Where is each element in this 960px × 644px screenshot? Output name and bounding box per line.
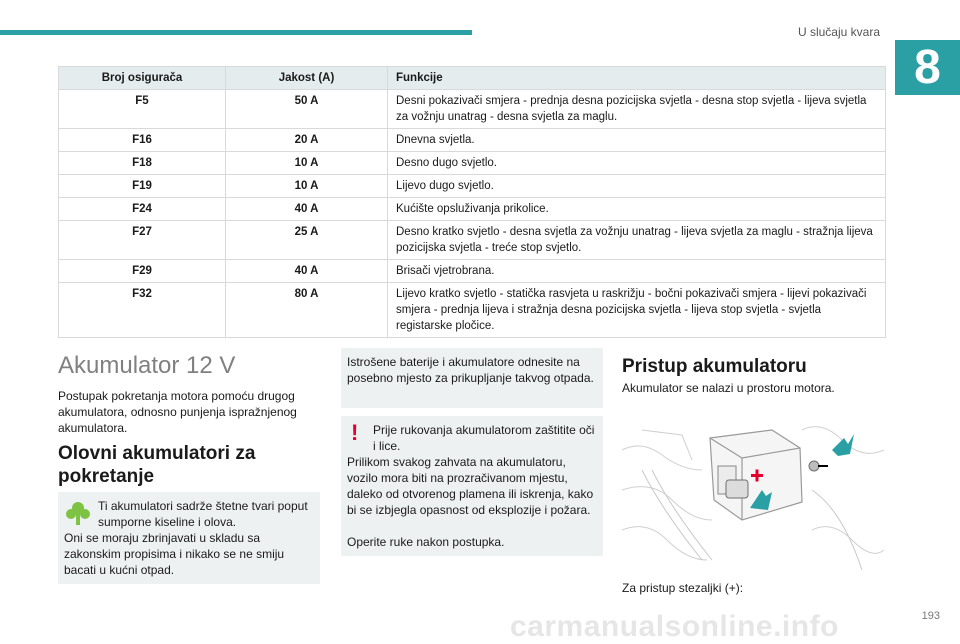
warning-rest: Prilikom svakog zahvata na akumulatoru, vozilo mora biti na prozračivanom mjestu, daleko od otvorenog plamena ili iskrenja, kako bi se izbjegla opasnost od eksplozije i požara. [347,455,594,517]
recycle-note-first: Ti akumulatori sadrže štetne tvari poput sumporne kiseline i olova. [98,499,308,529]
watermark: carmanualsonline.info [510,610,839,643]
recycle-icon [66,500,90,531]
table-row [59,260,886,283]
subheading-battery-access: Pristup akumulatoru [622,356,807,377]
fuse-amperage-cell: 25 A [226,221,388,260]
header-accent-bar [0,30,472,35]
fuse-number-cell: F5 [59,90,226,129]
fuse-amperage-cell: 40 A [226,198,388,221]
warning-first: Prije rukovanja akumulatorom zaštitite oči i lice. [373,423,595,453]
fuse-function-cell: Desno dugo svjetlo. [388,152,886,175]
subheading-lead-acid: Olovni akumulatori za pokretanje [58,443,256,487]
fuse-number-cell: F19 [59,175,226,198]
fuse-number-cell: F32 [59,283,226,338]
fuse-function-cell: Lijevo kratko svjetlo - statička rasvjeta u raskrižju - bočni pokazivači smjera - lijevi pokazivači smjera - prednja lijeva i stražnja desna pozicijska svjetla - lijeva stop svjetla - svjetla registarske pločice. [388,283,886,338]
engine-bay-illustration [622,410,884,570]
warning-exclamation-icon: ! [351,420,359,445]
fuse-amperage-cell: 10 A [226,152,388,175]
fuse-function-cell: Lijevo dugo svjetlo. [388,175,886,198]
warning-last: Operite ruke nakon postupka. [347,535,505,549]
table-row [59,129,886,152]
table-row [59,283,886,338]
fuse-number-cell: F29 [59,260,226,283]
table-row [59,90,886,129]
fuse-amperage-cell: 50 A [226,90,388,129]
recycle-note-rest: Oni se moraju zbrinjavati u skladu sa zakonskim propisima i nikako se ne smiju bacati u kućni otpad. [64,531,285,577]
disposal-note-text: Istrošene baterije i akumulatore odnesite na posebno mjesto za prikupljanje takvog otpada. [347,355,594,385]
table-header-row [59,67,886,90]
recycle-note-box [58,492,320,584]
page-number: 193 [921,610,940,622]
fuse-function-cell: Brisači vjetrobrana. [388,260,886,283]
fuse-amperage-cell: 80 A [226,283,388,338]
section-heading-battery: Akumulator 12 V [58,352,236,379]
fuse-function-cell: Desni pokazivači smjera - prednja desna pozicijska svjetla - desna stop svjetla - lijeva svjetla za vožnju unatrag - desna svjetla za maglu. [388,90,886,129]
warning-note-box [341,416,603,556]
table-row [59,221,886,260]
fuse-function-cell: Kućište opsluživanja prikolice. [388,198,886,221]
table-header-cell: Funkcije [388,67,886,90]
fuse-number-cell: F16 [59,129,226,152]
fuse-number-cell: F24 [59,198,226,221]
disposal-note-box [341,348,603,408]
battery-access-intro: Akumulator se nalazi u prostoru motora. [622,381,835,395]
fuse-function-cell: Desno kratko svjetlo - desna svjetla za vožnju unatrag - lijeva svjetla za maglu - stražnja lijeva pozicijska svjetla - treće stop svjetlo. [388,221,886,260]
fuse-table [58,66,886,338]
table-row [59,152,886,175]
fuse-number-cell: F27 [59,221,226,260]
chapter-tab: 8 [895,40,960,95]
fuse-amperage-cell: 40 A [226,260,388,283]
fuse-function-cell: Dnevna svjetla. [388,129,886,152]
table-header-cell: Broj osigurača [59,67,226,90]
fuse-amperage-cell: 10 A [226,175,388,198]
table-header-cell: Jakost (A) [226,67,388,90]
table-row [59,198,886,221]
fuse-amperage-cell: 20 A [226,129,388,152]
clamp-access-caption: Za pristup stezaljki (+): [622,581,744,595]
page-header-title: U slučaju kvara [797,25,880,39]
fuse-number-cell: F18 [59,152,226,175]
battery-intro-text: Postupak pokretanja motora pomoću drugog akumulatora, odnosno punjenja ispražnjenog akumulatora. [58,389,297,435]
table-row [59,175,886,198]
